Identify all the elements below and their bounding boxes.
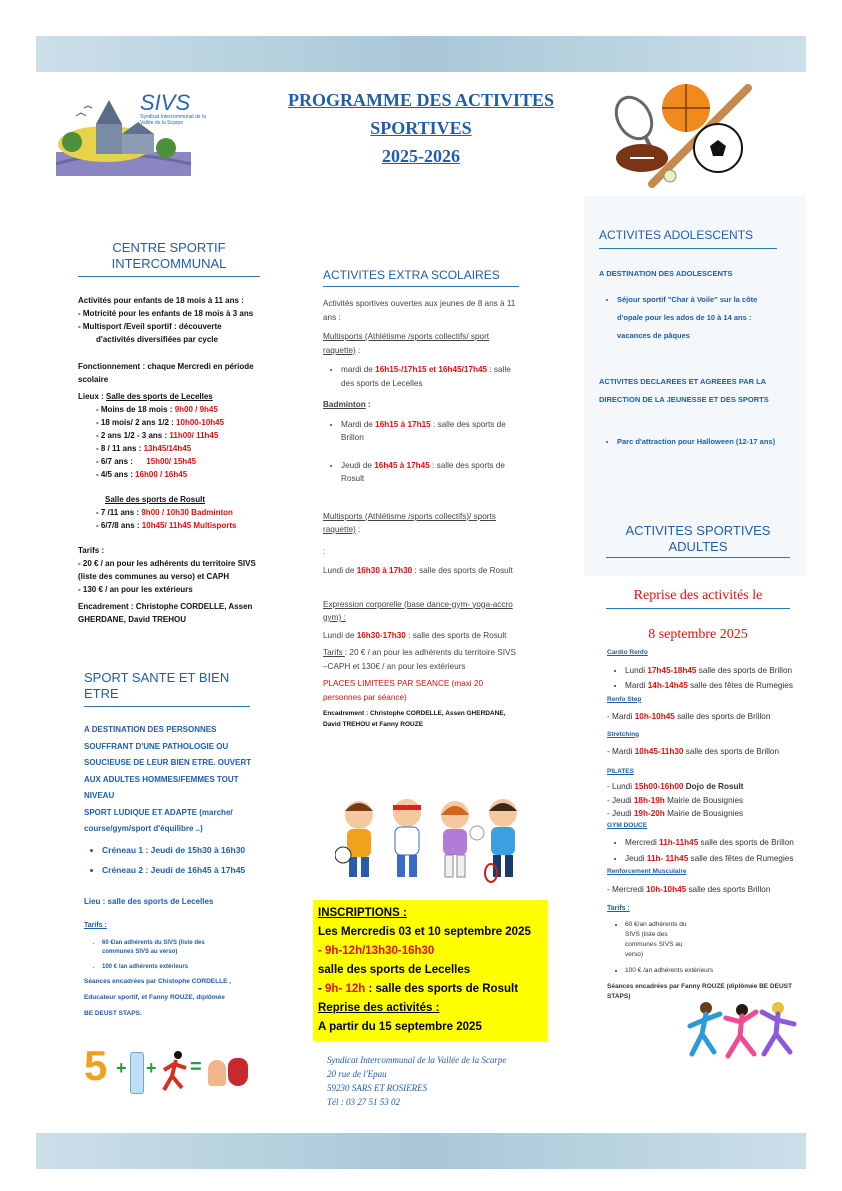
expr-label: Expression corporelle (base dance-gym- yoga-accro gym) : (323, 599, 513, 622)
item-pre: mardi de (341, 365, 376, 374)
schedule-row (96, 429, 264, 442)
schedule-age: - 2 ans 1/2 - 3 ans : (96, 431, 170, 440)
badminton-label: Badminton (323, 400, 366, 409)
fitness-image (684, 998, 802, 1064)
sante-text-line: course/gym/sport d'équilibre ..) (84, 824, 203, 833)
equals-icon: = (190, 1056, 202, 1078)
ados-body (599, 265, 779, 451)
sante-seances (84, 974, 274, 1022)
item-pre: - Jeudi (607, 795, 634, 805)
sante-text-line: AUX ADULTES HOMMES/FEMMES TOUT (84, 774, 239, 784)
health-equation-image (84, 1042, 254, 1098)
centre-tarif-item: - 20 € / an pour les adhérents du territoire SIVS (liste des communes au verso) et CAPH (78, 559, 256, 581)
item-post: salle des sports de Brillon (683, 747, 780, 756)
gym-label: GYM DOUCE (607, 821, 648, 829)
item-post: : salle des sports de Rosult (341, 460, 505, 483)
expr-item (323, 629, 517, 643)
sports-balls-image (612, 80, 752, 190)
lieux-label: Lieux : (78, 392, 107, 401)
item-pre: - Mardi (607, 747, 635, 756)
sante-tarifs-label: Tarifs : (84, 922, 107, 929)
renf-item (607, 883, 795, 897)
item-time: 10h-10h45 (634, 712, 675, 721)
schedule-time: 10h00-10h45 (176, 418, 225, 427)
sante-text-line: A DESTINATION DES PERSONNES (84, 725, 217, 734)
centre-lieux (78, 390, 264, 403)
gym-list (607, 836, 795, 865)
schedule-time: 13h45/14h45 (143, 444, 192, 453)
centre-tarifs-label: Tarifs : (78, 546, 105, 555)
item-time: 9h- 12h (325, 983, 366, 995)
bottom-banner (36, 1133, 806, 1169)
step-item (607, 710, 795, 724)
multi2-item (323, 564, 517, 578)
schedule-time: 15h00/ 15h45 (146, 457, 197, 466)
item-pre: Lundi de (323, 566, 357, 575)
schedule-row (96, 455, 264, 468)
multi1-item (341, 363, 517, 390)
address-block (327, 1053, 506, 1109)
schedule-row (96, 416, 264, 429)
item-time: 19h-20h (633, 809, 665, 818)
schedule-row (96, 468, 264, 481)
gym-item (625, 836, 795, 850)
logo-name: SIVS (140, 90, 191, 115)
sante-text-line: SPORT LUDIQUE ET ADAPTE (marche/ (84, 807, 233, 817)
multi2-title (323, 510, 517, 537)
item-time: 10h-10h45 (646, 884, 687, 894)
schedule-age: - 6/7 ans : (96, 457, 147, 466)
item-time: 14h-14h45 (647, 681, 688, 690)
title-line-2: SPORTIVES (370, 118, 472, 138)
adultes-tarif-item: • 100 € /an adhérents extérieurs (625, 966, 795, 976)
centre-intro-item: d'activités diversifiées par cycle (96, 335, 218, 344)
sante-heading-line-2: ETRE (84, 686, 119, 701)
address-line: Syndicat Intercommunal de la Vallée de la Scarpe (327, 1055, 507, 1065)
extra-intro: Activités sportives ouvertes aux jeunes de 8 ans à 11 ans : (323, 299, 516, 322)
inscriptions-box (313, 900, 548, 1041)
multi2-label: Multisports (Athlétisme /sports collectifs)/ sports raquette) (323, 511, 496, 534)
sante-creneau: • Créneau 2 : Jeudi de 16h45 à 17h45 (102, 860, 274, 880)
item-time: 10h45-11h30 (634, 747, 684, 756)
ados-item: • Séjour sportif "Char à Voile" sur la côte d'opale pour les ados de 10 à 14 ans : vacances de pâques (617, 291, 779, 345)
schedule-age: - 4/5 ans : (96, 470, 136, 479)
plus-icon: + (116, 1058, 127, 1078)
item-pre: - Jeudi (607, 809, 634, 818)
logo-subtitle: Syndicat Intercommunal de la Vallée de la Scarpe (140, 114, 206, 126)
badminton-item (341, 418, 517, 445)
ados-heading: ACTIVITES ADOLESCENTS (599, 228, 777, 249)
item-time: 16h30-17h30 (356, 630, 406, 640)
renf-label: Renforcement Musculaire (607, 868, 687, 875)
schedule-age: - 7 /11 ans : (96, 508, 142, 517)
sante-heading (84, 670, 250, 707)
item-post: salle des sports de Brillon (674, 712, 771, 721)
item-pre: Mardi (625, 681, 648, 690)
schedule-row (96, 519, 264, 532)
schedule-time: 9h00 / 10h30 Badminton (141, 508, 233, 517)
schedule-time: 11h00/ 11h45 (169, 431, 219, 440)
adultes-tarifs (607, 920, 795, 976)
item-pre: - (318, 983, 326, 995)
extra-tarifs (323, 646, 517, 673)
five-fruits-icon: 5 (84, 1042, 108, 1089)
schedule-time: 9h00 / 9h45 (174, 405, 218, 414)
adultes-reprise: Reprise des activités le (606, 588, 790, 609)
lieu-rosult: Salle des sports de Rosult (105, 495, 206, 504)
item-time: 16h15 à 17h15 (375, 419, 431, 429)
adultes-heading (606, 523, 790, 558)
item-post: salle des fêtes de Rumegies (688, 853, 794, 863)
centre-heading-line-2: INTERCOMMUNAL (111, 256, 227, 271)
item-time: 11h- 11h45 (646, 853, 689, 863)
cardio-item (625, 679, 795, 693)
item-post: : salle des sports de Rosult (365, 983, 519, 995)
sante-seances-line: BE DEUST STAPS. (84, 1009, 142, 1017)
item-pre: Mercredi (625, 838, 660, 847)
multi1-label: Multisports (Athlétisme /sports collectifs/ sport raquette) (323, 332, 490, 355)
address-line: 20 rue de l'Epau (327, 1069, 387, 1079)
pilates-label: PILATES (607, 767, 634, 775)
item-time: 17h45-18h45 (647, 665, 697, 675)
item-time: 16h15-/17h15 et 16h45/17h45 (375, 365, 488, 374)
muscle-arm-icon (208, 1060, 226, 1086)
top-banner (36, 36, 806, 72)
title-line-3: 2025-2026 (382, 146, 460, 166)
stretch-item (607, 745, 795, 759)
item-post: : salle des sports de Rosult (405, 630, 507, 640)
cardio-label: Cardio Renfo (607, 649, 648, 656)
badminton-list (323, 418, 517, 486)
item-post: Mairie de Bousignies (664, 795, 744, 805)
sante-body (84, 722, 274, 1022)
item-pre: Jeudi (625, 853, 647, 863)
item-post: : salle des sports de Brillon (341, 419, 506, 442)
item-pre: Jeudi de (341, 460, 375, 470)
multi1-list (323, 363, 517, 390)
pilates-item (607, 780, 795, 794)
schedule-age: - 6/7/8 ans : (96, 521, 142, 530)
address-line: 59230 SARS ET ROSIERES (327, 1083, 428, 1093)
adultes-tarif-item: • 60 €/an adhérents du SIVS (liste des communes SIVS au verso) (625, 920, 689, 960)
inscriptions-hours: - 9h-12h/13h30-16h30 (318, 945, 435, 957)
water-bottle-icon (130, 1052, 144, 1094)
ados-list-1 (599, 291, 779, 345)
sivs-logo (56, 90, 206, 180)
schedule-age: - 8 / 11 ans : (96, 444, 144, 453)
item-post: Dojo de Rosult (683, 782, 744, 791)
title-line-1: PROGRAMME DES ACTIVITES (287, 90, 555, 110)
schedule-age: - 18 mois/ 2 ans 1/2 : (96, 418, 177, 427)
reprise-date: A partir du 15 septembre 2025 (318, 1021, 482, 1033)
multi2-colon: : (323, 546, 326, 556)
step-label: Renfo Step (607, 695, 642, 703)
schedule-row (96, 506, 264, 519)
sante-tarif-item: • 60 €/an adhérents du SIVS (liste des communes SIVS au verso) (102, 939, 222, 957)
adultes-date: 8 septembre 2025 (648, 627, 748, 642)
inscriptions-label: INSCRIPTIONS : (318, 907, 407, 919)
badminton-suffix: : (365, 400, 371, 409)
address-line: Tél : 03 27 51 53 02 (327, 1097, 400, 1107)
item-pre: - Mercredi (607, 884, 647, 894)
item-post: salle des sports Brillon (686, 884, 771, 894)
sante-text-line: SOUCIEUSE DE LEUR BIEN ETRE. OUVERT (84, 758, 252, 767)
item-post: Mairie de Bousignies (664, 809, 744, 818)
page-title (265, 86, 577, 170)
item-time: 16h45 à 17h45 (374, 460, 430, 470)
item-pre: - Lundi (607, 782, 635, 791)
item-time: 11h-11h45 (659, 838, 699, 847)
centre-intro: Activités pour enfants de 18 mois à 11 ans : (78, 296, 244, 305)
places-limitees: PLACES LIMITEES PAR SEANCE (maxi 20 personnes par séance) (323, 679, 484, 702)
schedule-time: 16h00 / 16h45 (135, 470, 188, 479)
item-pre: Lundi (625, 665, 648, 675)
stretch-label: Stretching (607, 730, 640, 738)
ados-list-2 (599, 433, 779, 451)
badminton-item (341, 459, 517, 486)
extra-body (323, 297, 517, 730)
ados-item: • Parc d'attraction pour Halloween (12-17 ans) (617, 433, 779, 451)
item-post: salle des sports de Brillon (698, 838, 794, 847)
centre-heading (78, 240, 260, 277)
sante-text-line: SOUFFRANT D'UNE PATHOLOGIE OU (84, 741, 229, 751)
schedule-row (96, 442, 264, 455)
item-pre: - Mardi (607, 712, 635, 721)
pilates-item (607, 794, 795, 808)
sante-creneaux (84, 840, 274, 880)
kids-sports-image (335, 793, 530, 888)
multi2-suffix: : (355, 525, 361, 534)
gym-item (625, 852, 795, 866)
centre-intro-item: - Multisport /Eveil sportif : découverte (78, 322, 222, 331)
extra-heading: ACTIVITES EXTRA SCOLAIRES (323, 268, 519, 287)
reprise-label: Reprise des activités : (318, 1002, 440, 1014)
inscriptions-place-1: salle des sports de Lecelles (318, 964, 471, 976)
badminton-title (323, 398, 517, 412)
plus-icon: + (146, 1058, 157, 1078)
lieu-lecelles: Salle des sports de Lecelles (106, 392, 213, 401)
lecelles-schedule (78, 403, 264, 481)
extra-tarifs-label: Tarifs (323, 648, 345, 657)
item-post: : salle des sports de Rosult (412, 566, 513, 575)
item-time: 15h00-16h00 (634, 782, 684, 791)
adultes-heading-line-1: ACTIVITES SPORTIVES (625, 523, 771, 538)
inscriptions-dates: Les Mercredis 03 et 10 septembre 2025 (318, 926, 531, 938)
multi1-suffix: : (355, 345, 361, 355)
centre-tarif-item: - 130 € / an pour les extérieurs (78, 585, 193, 594)
runner-icon (160, 1050, 190, 1094)
item-time: 18h-19h (633, 795, 665, 805)
item-pre: Lundi de (323, 630, 357, 640)
schedule-time: 10h45/ 11h45 Multisports (141, 521, 237, 530)
sante-tarif-item: • 100 € /an adhérents extérieurs (102, 963, 274, 972)
sante-seances-line: Séances encadrées par Chistophe CORDELLE , (84, 977, 232, 985)
centre-encadrement: Encadrement : Christophe CORDELLE, Assen GHERDANE, David TREHOU (78, 602, 253, 624)
item-pre: Mardi de (341, 419, 376, 429)
sante-lieu: Lieu : salle des sports de Lecelles (84, 896, 214, 906)
adultes-heading-line-2: ADULTES (668, 539, 728, 554)
schedule-age: - Moins de 18 mois : (96, 405, 175, 414)
centre-body (78, 294, 264, 626)
cardio-item (625, 664, 795, 678)
schedule-row (96, 403, 264, 416)
adultes-tarifs-label: Tarifs : (607, 905, 630, 912)
item-post: salle des fêtes de Rumegies (687, 681, 793, 690)
ados-dest: A DESTINATION DES ADOLESCENTS (599, 269, 733, 278)
heart-icon (228, 1058, 248, 1086)
cardio-list (607, 664, 795, 693)
extra-tarifs-text: : 20 € / an pour les adhérents du territoire SIVS –CAPH et 130€ / an pour les extérieurs (323, 648, 516, 671)
adultes-seances: Séances encadrées par Fanny ROUZE (diplômée BE DEUST STAPS) (607, 982, 792, 1000)
centre-intro-item: - Motricité pour les enfants de 18 mois à 3 ans (78, 309, 254, 318)
sante-creneau: • Créneau 1 : Jeudi de 15h30 à 16h30 (102, 840, 274, 860)
item-post: salle des sports de Brillon (696, 665, 793, 675)
sante-seances-line: Educateur sportif, et Fanny ROUZE, diplômée (84, 993, 225, 1001)
rosult-schedule (78, 506, 264, 532)
centre-heading-line-1: CENTRE SPORTIF (112, 240, 226, 255)
centre-fonctionnement: Fonctionnement : chaque Mercredi en période scolaire (78, 362, 254, 384)
sante-text-line: NIVEAU (84, 791, 115, 800)
multi1-title (323, 330, 517, 357)
sante-tarifs (84, 939, 274, 972)
item-post: : salle des sports de Lecelles (341, 365, 511, 388)
extra-encadrement: Encadrement : Christophe CORDELLE, Assen GHERDANE, David TREHOU et Fanny ROUZE (323, 710, 506, 728)
sante-heading-line-1: SPORT SANTE ET BIEN (84, 670, 230, 685)
inscriptions-place-2 (318, 980, 543, 999)
ados-declare: ACTIVITES DECLAREES ET AGREEES PAR LA DIRECTION DE LA JEUNESSE ET DES SPORTS (599, 377, 769, 404)
adultes-body (607, 646, 795, 1002)
item-time: 16h30 à 17h30 (356, 566, 413, 575)
